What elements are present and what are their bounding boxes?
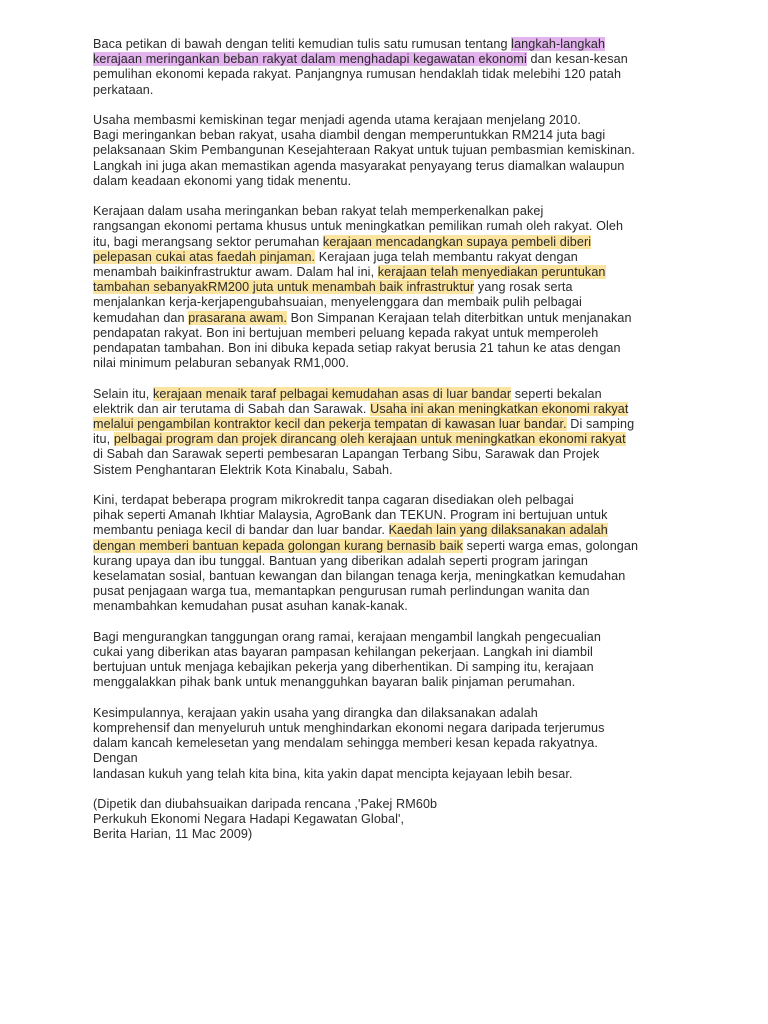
text-segment: perkataan. <box>93 82 154 97</box>
text-segment: Kerajaan dalam usaha meringankan beban rakyat telah memperkenalkan pakej <box>93 204 544 219</box>
text-line <box>93 493 693 508</box>
paragraph <box>93 387 693 478</box>
text-line <box>93 645 693 660</box>
document-page <box>93 37 693 858</box>
text-line <box>93 417 693 432</box>
text-line <box>93 584 693 599</box>
text-line <box>93 827 693 842</box>
text-line <box>93 143 693 158</box>
highlight-yellow: kerajaan menaik taraf pelbagai kemudahan asas di luar bandar <box>153 386 512 401</box>
highlight-purple: langkah-langkah <box>511 37 606 51</box>
text-segment: itu, bagi merangsang sektor perumahan <box>93 234 323 249</box>
text-line <box>93 174 693 189</box>
text-segment: Perkukuh Ekonomi Negara Hadapi Kegawatan Global', <box>93 812 405 827</box>
text-segment: Bagi meringankan beban rakyat, usaha diambil dengan memperuntukkan RM214 juta bagi <box>93 128 606 143</box>
text-segment: pelaksanaan Skim Pembangunan Kesejahteraan Rakyat untuk tujuan pembasmian kemiskinan. <box>93 143 635 158</box>
text-line <box>93 797 693 812</box>
text-segment: Kesimpulannya, kerajaan yakin usaha yang dirangka dan dilaksanakan adalah <box>93 705 538 720</box>
text-line <box>93 265 693 280</box>
text-segment: Langkah ini juga akan memastikan agenda masyarakat penyayang terus diamalkan walaupun <box>93 158 625 173</box>
text-segment: landasan kukuh yang telah kita bina, kita yakin dapat mencipta kejayaan lebih besar. <box>93 766 573 781</box>
text-segment: membantu peniaga kecil di bandar dan luar bandar. <box>93 523 389 538</box>
text-segment: (Dipetik dan diubahsuaikan daripada rencana ,'Pakej RM60b <box>93 797 438 812</box>
text-line <box>93 250 693 265</box>
text-line <box>93 402 693 417</box>
paragraph <box>93 37 693 98</box>
text-line <box>93 113 693 128</box>
text-line <box>93 554 693 569</box>
text-line <box>93 235 693 250</box>
text-segment: pusat penjagaan warga tua, memantapkan pengurusan rumah perlindungan wanita dan <box>93 584 590 599</box>
text-segment: seperti bekalan <box>511 386 602 401</box>
text-line <box>93 539 693 554</box>
text-segment: menambah baikinfrastruktur awam. Dalam hal ini, <box>93 265 378 280</box>
text-line <box>93 37 693 52</box>
text-line <box>93 812 693 827</box>
text-segment: Dengan <box>93 751 138 766</box>
paragraph <box>93 706 693 782</box>
text-segment: nilai minimum pelaburan sebanyak RM1,000. <box>93 356 350 371</box>
text-line <box>93 523 693 538</box>
text-segment: Berita Harian, 11 Mac 2009) <box>93 827 253 842</box>
text-line <box>93 204 693 219</box>
text-segment: pihak seperti Amanah Ikhtiar Malaysia, AgroBank dan TEKUN. Program ini bertujuan untuk <box>93 508 608 523</box>
text-line <box>93 432 693 447</box>
text-line <box>93 311 693 326</box>
text-segment: pemulihan ekonomi kepada rakyat. Panjangnya rumusan hendaklah tidak melebihi 120 patah <box>93 67 622 82</box>
paragraph <box>93 797 693 843</box>
text-line <box>93 736 693 751</box>
paragraph <box>93 493 693 615</box>
highlight-yellow: pelbagai program dan projek dirancang oleh kerajaan untuk meningkatkan ekonomi rakyat <box>113 432 626 447</box>
text-segment: keselamatan sosial, bantuan kewangan dan bilangan tenaga kerja, meningkatkan kemudahan <box>93 569 626 584</box>
text-line <box>93 599 693 614</box>
paragraph <box>93 630 693 691</box>
text-segment: Kini, terdapat beberapa program mikrokredit tanpa cagaran disediakan oleh pelbagai <box>93 493 574 508</box>
highlight-purple: kerajaan meringankan beban rakyat dalam menghadapi kegawatan ekonomi <box>93 52 527 67</box>
text-line <box>93 295 693 310</box>
highlight-yellow: kerajaan telah menyediakan peruntukan <box>377 265 606 280</box>
text-segment: dalam kancah kemelesetan yang mendalam sehingga memberi kesan kepada rakyatnya. <box>93 736 598 751</box>
highlight-yellow: prasarana awam. <box>188 310 288 325</box>
text-segment: pendapatan rakyat. Bon ini bertujuan memberi peluang kepada rakyat untuk memperoleh <box>93 325 599 340</box>
text-segment: elektrik dan air terutama di Sabah dan Sarawak. <box>93 401 371 416</box>
highlight-yellow: pelepasan cukai atas faedah pinjaman. <box>93 249 316 264</box>
text-segment: menjalankan kerja-kerjapengubahsuaian, menyelenggara dan membaik pulih pelbagai <box>93 295 582 310</box>
text-line <box>93 569 693 584</box>
text-line <box>93 326 693 341</box>
text-segment: Usaha membasmi kemiskinan tegar menjadi agenda utama kerajaan menjelang 2010. <box>93 113 581 127</box>
highlight-yellow: Kaedah lain yang dilaksanakan adalah <box>388 523 608 538</box>
text-segment: cukai yang diberikan atas bayaran pampasan kehilangan pekerjaan. Langkah ini diambil <box>93 645 593 660</box>
paragraph <box>93 204 693 371</box>
highlight-yellow: dengan memberi bantuan kepada golongan kurang bernasib baik <box>93 538 463 553</box>
text-segment: menambahkan kemudahan pusat asuhan kanak-kanak. <box>93 599 408 614</box>
text-segment: Di samping <box>566 417 635 432</box>
text-line <box>93 280 693 295</box>
text-segment: Baca petikan di bawah dengan teliti kemudian tulis satu rumusan tentang <box>93 37 512 51</box>
text-line <box>93 159 693 174</box>
text-segment: kemudahan dan <box>93 310 189 325</box>
text-segment: bertujuan untuk menjaga kebajikan pekerja yang diberhentikan. Di samping itu, kerajaan <box>93 660 594 675</box>
text-line <box>93 52 693 67</box>
highlight-yellow: melalui pengambilan kontraktor kecil dan pekerja tempatan di kawasan luar bandar. <box>93 417 567 432</box>
text-segment: di Sabah dan Sarawak seperti pembesaran Lapangan Terbang Sibu, Sarawak dan Projek <box>93 447 600 462</box>
text-segment: dalam keadaan ekonomi yang tidak menentu. <box>93 173 352 188</box>
text-segment: itu, <box>93 432 114 447</box>
text-line <box>93 463 693 478</box>
text-segment: dan kesan-kesan <box>526 52 628 67</box>
text-segment: yang rosak serta <box>474 280 573 295</box>
highlight-yellow: Usaha ini akan meningkatkan ekonomi rakyat <box>370 401 629 416</box>
text-segment: menggalakkan pihak bank untuk menangguhkan bayaran balik pinjaman perumahan. <box>93 675 576 690</box>
text-segment: Bon Simpanan Kerajaan telah diterbitkan untuk menjanakan <box>287 310 632 325</box>
text-line <box>93 128 693 143</box>
text-segment: rangsangan ekonomi pertama khusus untuk meningkatkan pemilikan rumah oleh rakyat. Oleh <box>93 219 624 234</box>
text-line <box>93 706 693 721</box>
text-line <box>93 341 693 356</box>
text-segment: komprehensif dan menyeluruh untuk menghindarkan ekonomi negara daripada terjerumus <box>93 721 605 736</box>
text-line <box>93 751 693 766</box>
text-line <box>93 675 693 690</box>
text-line <box>93 83 693 98</box>
text-line <box>93 767 693 782</box>
text-line <box>93 356 693 371</box>
text-segment: seperti warga emas, golongan <box>463 538 639 553</box>
paragraph <box>93 113 693 189</box>
text-line <box>93 508 693 523</box>
text-segment: Bagi mengurangkan tanggungan orang ramai, kerajaan mengambil langkah pengecualian <box>93 629 601 644</box>
text-segment: Sistem Penghantaran Elektrik Kota Kinabalu, Sabah. <box>93 462 393 477</box>
text-line <box>93 721 693 736</box>
text-line <box>93 67 693 82</box>
text-segment: pendapatan tambahan. Bon ini dibuka kepada setiap rakyat berusia 21 tahun ke atas dengan <box>93 341 621 356</box>
text-line <box>93 219 693 234</box>
text-line <box>93 447 693 462</box>
text-line <box>93 660 693 675</box>
highlight-yellow: tambahan sebanyakRM200 juta untuk menambah baik infrastruktur <box>93 280 475 295</box>
text-segment: Kerajaan juga telah membantu rakyat dengan <box>315 249 578 264</box>
highlight-yellow: kerajaan mencadangkan supaya pembeli diberi <box>322 234 592 249</box>
text-line <box>93 387 693 402</box>
text-line <box>93 630 693 645</box>
text-segment: kurang upaya dan ibu tunggal. Bantuan yang diberikan adalah seperti program jaringan <box>93 553 588 568</box>
text-segment: Selain itu, <box>93 386 154 401</box>
